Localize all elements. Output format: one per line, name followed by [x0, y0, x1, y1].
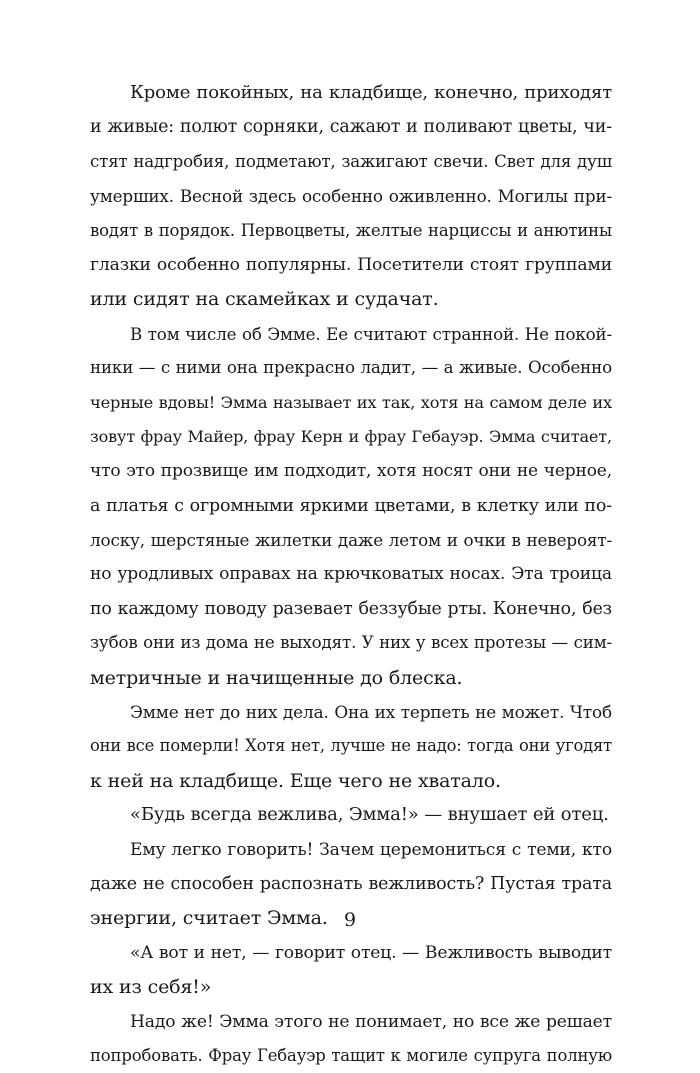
text-line: Надо же! Эмма этого не понимает, но все же решает: [130, 1011, 612, 1032]
text-line: что это прозвище им подходит, хотя носят они не черное,: [90, 461, 612, 482]
text-line: ники — с ними она прекрасно ладит, — а живые. Особенно: [90, 358, 612, 378]
text-line: «Будь всегда вежлива, Эмма!» — внушает ей отец.: [130, 804, 609, 826]
text-line: зубов они из дома не выходят. У них у всех протезы — сим-: [90, 633, 612, 653]
text-line: умерших. Весной здесь особенно оживленно. Могилы при-: [90, 186, 612, 207]
text-line: В том числе об Эмме. Ее считают странной. Не покой-: [130, 323, 612, 344]
text-line: глазки особенно популярны. Посетители стоят группами: [90, 254, 612, 275]
page-number: 9: [343, 909, 357, 931]
text-line: но уродливых оправах на крючковатых носах. Эта троица: [90, 564, 612, 585]
text-line: а платья с огромными яркими цветами, в клетку или по-: [90, 495, 612, 516]
text-line: стят надгробия, подметают, зажигают свечи. Свет для душ: [90, 151, 612, 171]
text-line: зовут фрау Майер, фрау Керн и фрау Гебауэр. Эмма считает,: [90, 426, 612, 446]
text-line: к ней на кладбище. Еще чего не хватало.: [90, 769, 501, 792]
text-line: лоску, шерстяные жилетки даже летом и очки в невероят-: [90, 530, 612, 551]
text-line: по каждому поводу разевает беззубые рты. Конечно, без: [90, 598, 612, 619]
text-line: Эмме нет до них дела. Она их терпеть не может. Чтоб: [130, 702, 612, 723]
text-line: или сидят на скамейках и судачат.: [90, 288, 439, 311]
text-line: и живые: полют сорняки, сажают и поливают цветы, чи-: [90, 117, 612, 138]
text-line: они все померли! Хотя нет, лучше не надо: тогда они угодят: [90, 736, 612, 756]
text-line: «А вот и нет, — говорит отец. — Вежливость выводит: [130, 942, 612, 963]
text-line: попробовать. Фрау Гебауэр тащит к могиле супруга полную: [90, 1045, 612, 1065]
text-line: их из себя!»: [90, 976, 212, 999]
text-line: метричные и начищенные до блеска.: [90, 666, 463, 689]
text-line: водят в порядок. Первоцветы, желтые нарциссы и анютины: [90, 220, 612, 240]
text-line: Ему легко говорить! Зачем церемониться с теми, кто: [130, 839, 612, 860]
text-line: черные вдовы! Эмма называет их так, хотя на самом деле их: [90, 392, 612, 412]
text-line: энергии, считает Эмма.: [90, 907, 328, 930]
text-line: Кроме покойных, на кладбище, конечно, приходят: [130, 82, 612, 103]
text-line: даже не способен распознать вежливость? Пустая трата: [90, 873, 612, 894]
